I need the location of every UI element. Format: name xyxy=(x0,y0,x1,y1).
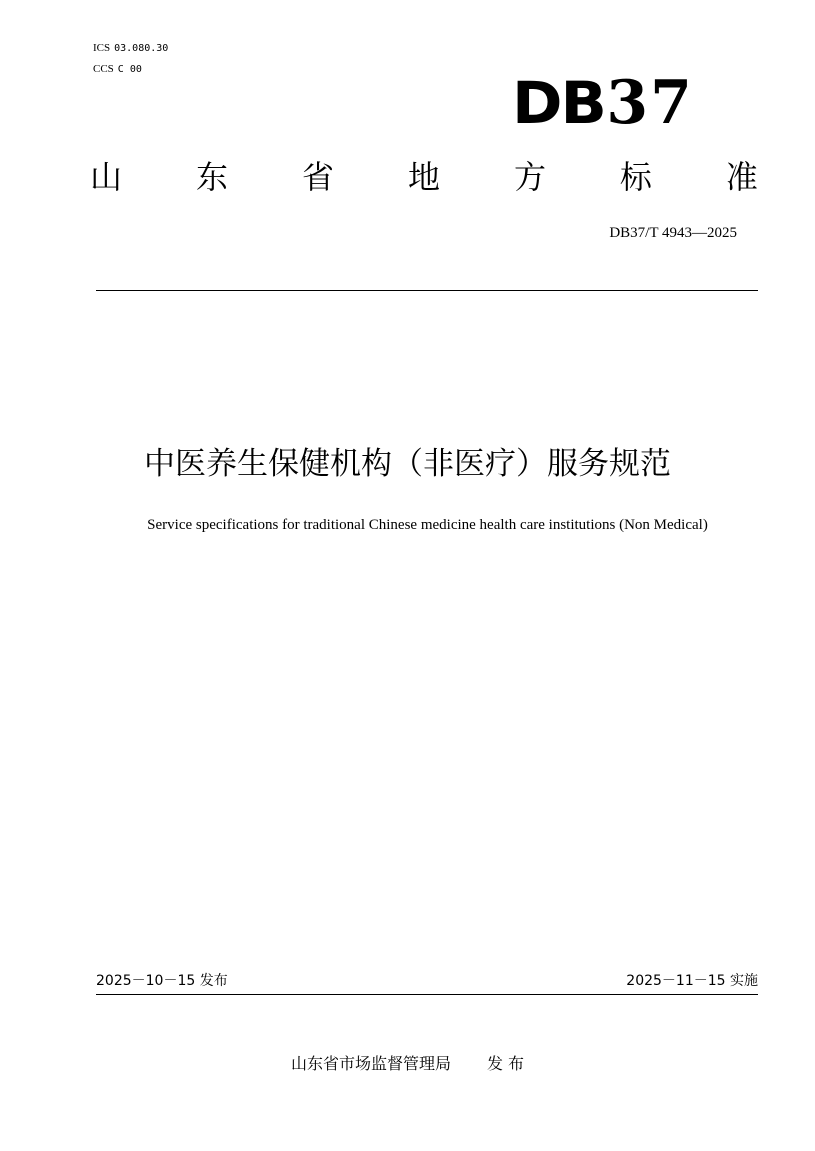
top-divider xyxy=(96,290,758,291)
standard-type-heading xyxy=(90,157,758,197)
implementation-date: 2025－11－15 实施 xyxy=(626,973,758,989)
issuer-action: 发 布 xyxy=(486,1054,525,1073)
bottom-divider xyxy=(96,994,758,995)
standard-type-char: 准 xyxy=(725,158,758,196)
ccs-value: C 00 xyxy=(117,64,142,75)
db37-logo xyxy=(512,68,694,138)
standard-type-char: 省 xyxy=(301,158,334,196)
issuer-name: 山东省市场监督管理局 xyxy=(290,1054,451,1073)
ics-value: 03.080.30 xyxy=(114,43,169,54)
logo-letters: DB xyxy=(512,69,605,137)
ccs-code xyxy=(93,62,142,77)
title-chinese: 中医养生保健机构（非医疗）服务规范 xyxy=(144,446,671,482)
issue-date: 2025－10－15 发布 xyxy=(96,973,228,989)
standard-number: DB37/T 4943—2025 xyxy=(609,225,737,241)
ics-label: ICS xyxy=(93,42,111,54)
ccs-label: CCS xyxy=(93,63,114,75)
ics-code xyxy=(93,41,168,56)
standard-type-char: 东 xyxy=(195,158,228,196)
standard-type-char: 方 xyxy=(513,158,546,196)
standard-type-char: 标 xyxy=(619,158,652,196)
issuer-line xyxy=(0,1053,815,1075)
standard-type-char: 山 xyxy=(90,158,123,196)
standard-type-char: 地 xyxy=(407,158,440,196)
logo-number: 37 xyxy=(606,68,694,138)
title-english: Service specifications for traditional Chinese medicine health care institutions (Non Medical) xyxy=(147,517,708,533)
